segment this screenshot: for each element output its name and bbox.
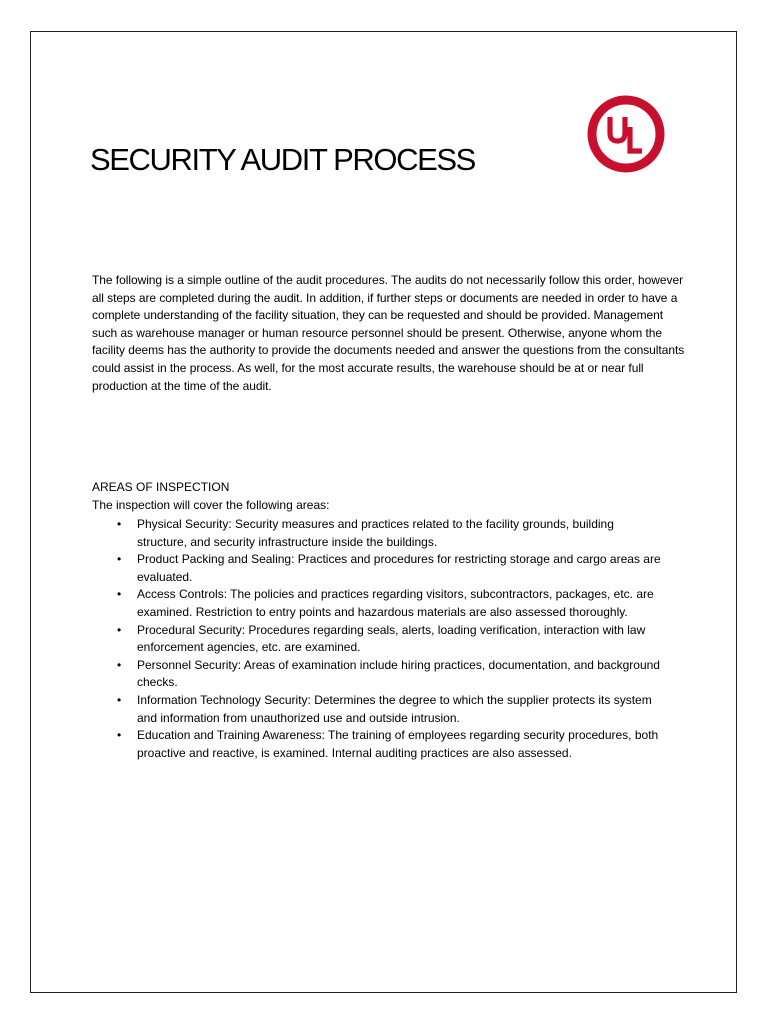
bullet-icon: • (117, 657, 122, 672)
section-lead: The inspection will cover the following areas: (92, 498, 330, 512)
document-page (30, 31, 737, 993)
bullet-icon: • (117, 728, 122, 743)
list-item (92, 551, 667, 586)
list-item (92, 692, 667, 727)
inspection-areas-list (92, 516, 667, 762)
page-title: SECURITY AUDIT PROCESS (90, 142, 475, 177)
list-item-text: Physical Security: Security measures and practices related to the facility grounds, building structure, and security infrastructure inside the buildings. (137, 517, 614, 549)
list-item (92, 516, 667, 551)
bullet-icon: • (117, 692, 122, 707)
list-item-text: Product Packing and Sealing: Practices and procedures for restricting storage and cargo areas are evaluated. (137, 552, 661, 584)
section-heading: AREAS OF INSPECTION (92, 480, 230, 494)
bullet-icon: • (117, 552, 122, 567)
list-item-text: Personnel Security: Areas of examination include hiring practices, documentation, and background checks. (137, 657, 660, 690)
list-item-text: Procedural Security: Procedures regarding seals, alerts, loading verification, interaction with law enforcement agencies, etc. are examined. (137, 622, 646, 655)
bullet-icon: • (117, 622, 122, 637)
list-item-text: Education and Training Awareness: The training of employees regarding security procedures, both proactive and reactive, is examined. Internal auditing practices are also assessed. (137, 728, 659, 760)
intro-paragraph: The following is a simple outline of the audit procedures. The audits do not necessarily follow this order, however all steps are completed during the audit. In addition, if further steps or documents are needed in order to have a complete understanding of the facility situation, they can be requested and should be provided. Management such as warehouse manager or human resource personnel should be present. Otherwise, anyone whom the facility deems has the authority to provide the documents needed and answer the questions from the consultants could assist in the process. As well, for the most accurate results, the warehouse should be at or near full production at the time of the audit. (92, 273, 685, 393)
bullet-icon: • (117, 587, 122, 602)
list-item (92, 657, 667, 692)
list-item (92, 622, 667, 657)
list-item (92, 727, 667, 762)
ul-logo (586, 94, 666, 174)
list-item-text: Information Technology Security: Determines the degree to which the supplier protects its system and information from unauthorized use and outside intrusion. (137, 692, 652, 725)
bullet-icon: • (117, 517, 122, 531)
list-item-text: Access Controls: The policies and practices regarding visitors, subcontractors, packages, etc. are examined. Restriction to entry points and hazardous materials are also assessed thoroughly. (137, 587, 654, 619)
list-item (92, 586, 667, 621)
